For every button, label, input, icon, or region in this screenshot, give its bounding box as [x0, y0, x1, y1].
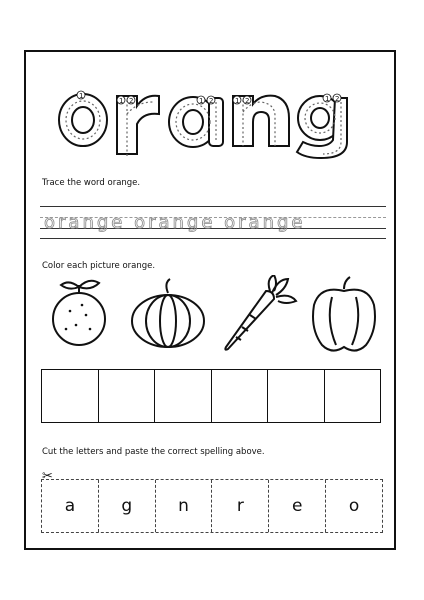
scissors-icon: ✂ — [42, 469, 53, 484]
svg-text:1: 1 — [79, 92, 84, 100]
pictures-row — [40, 275, 386, 355]
carrot-icon — [220, 275, 300, 355]
cut-instruction: Cut the letters and paste the correct spelling above. — [42, 447, 265, 457]
color-instruction: Color each picture orange. — [42, 261, 156, 271]
letter-card[interactable]: o — [348, 496, 360, 516]
paste-box[interactable] — [42, 370, 99, 422]
svg-text:1: 1 — [199, 97, 204, 105]
letter-card[interactable]: a — [42, 480, 99, 532]
trace-instruction: Trace the word orange. — [42, 178, 141, 188]
svg-text:2: 2 — [335, 95, 340, 103]
letter-card[interactable]: r — [212, 480, 269, 532]
letter-card[interactable]: e — [269, 480, 326, 532]
pumpkin-icon — [128, 275, 208, 355]
paste-box[interactable] — [268, 370, 325, 422]
svg-text:2: 2 — [129, 97, 134, 105]
bell-pepper-icon — [308, 275, 380, 355]
svg-text:2: 2 — [245, 97, 250, 105]
trace-text: orange orange orange — [44, 212, 306, 233]
paste-box[interactable] — [212, 370, 269, 422]
svg-text:1: 1 — [235, 97, 240, 105]
paste-box[interactable] — [155, 370, 212, 422]
svg-text:1: 1 — [325, 95, 330, 103]
paste-boxes — [41, 369, 381, 423]
svg-text:2: 2 — [209, 97, 214, 105]
title-word-outline — [55, 80, 365, 160]
paste-box[interactable] — [325, 370, 381, 422]
letter-card[interactable]: g — [99, 480, 156, 532]
letter-card[interactable]: n — [156, 480, 213, 532]
orange-fruit-icon — [48, 275, 110, 355]
cut-letters-row — [41, 479, 383, 533]
svg-text:1: 1 — [119, 97, 124, 105]
paste-box[interactable] — [99, 370, 156, 422]
